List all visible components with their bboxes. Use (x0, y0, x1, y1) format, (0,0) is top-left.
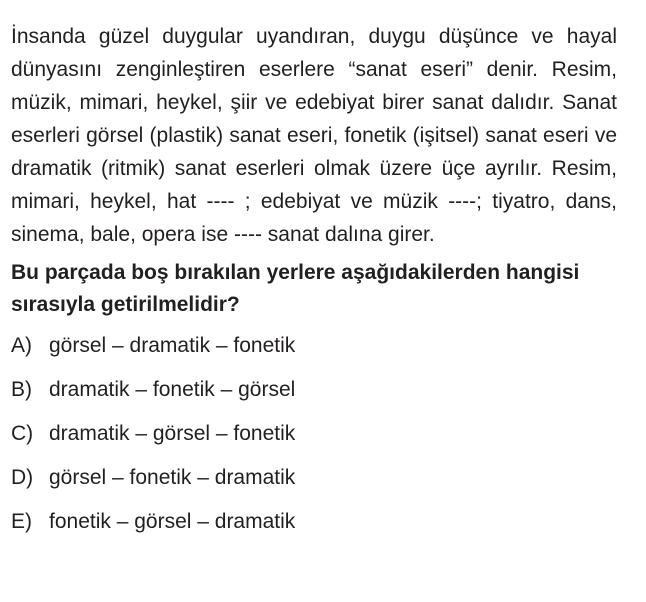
option-text: görsel – fonetik – dramatik (49, 466, 296, 489)
question-block (11, 20, 617, 553)
answer-options (11, 333, 617, 553)
answer-option-b[interactable] (11, 377, 617, 421)
option-text: dramatik – görsel – fonetik (49, 422, 296, 445)
question-passage: İnsanda güzel duygular uyandıran, duygu düşünce ve hayal dünyasını zenginleştiren eserlere “sanat eseri” denir. Resim, müzik, mimari, heykel, şiir ve edebiyat birer sanat dalıdır. Sanat eserleri görsel (plastik) sanat eseri, fonetik (işitsel) sanat eseri ve dramatik (ritmik) sanat eserleri olmak üzere üçe ayrılır. Resim, mimari, heykel, hat ---- ; edebiyat ve müzik ----; tiyatro, dans, sinema, bale, opera ise ---- sanat dalına girer. (11, 25, 617, 246)
option-text: görsel – dramatik – fonetik (49, 334, 296, 357)
answer-option-c[interactable] (11, 421, 617, 465)
answer-option-e[interactable] (11, 509, 617, 553)
option-letter: C) (11, 422, 34, 445)
option-letter: B) (11, 378, 32, 401)
option-text: dramatik – fonetik – görsel (49, 378, 296, 401)
question-stem: Bu parçada boş bırakılan yerlere aşağıdakilerden hangisi sırasıyla getirilmelidir? (11, 261, 580, 316)
option-letter: E) (11, 510, 32, 533)
option-text: fonetik – görsel – dramatik (49, 510, 296, 533)
option-letter: D) (11, 466, 34, 489)
option-letter: A) (11, 334, 32, 357)
answer-option-a[interactable] (11, 333, 617, 377)
answer-option-d[interactable] (11, 465, 617, 509)
